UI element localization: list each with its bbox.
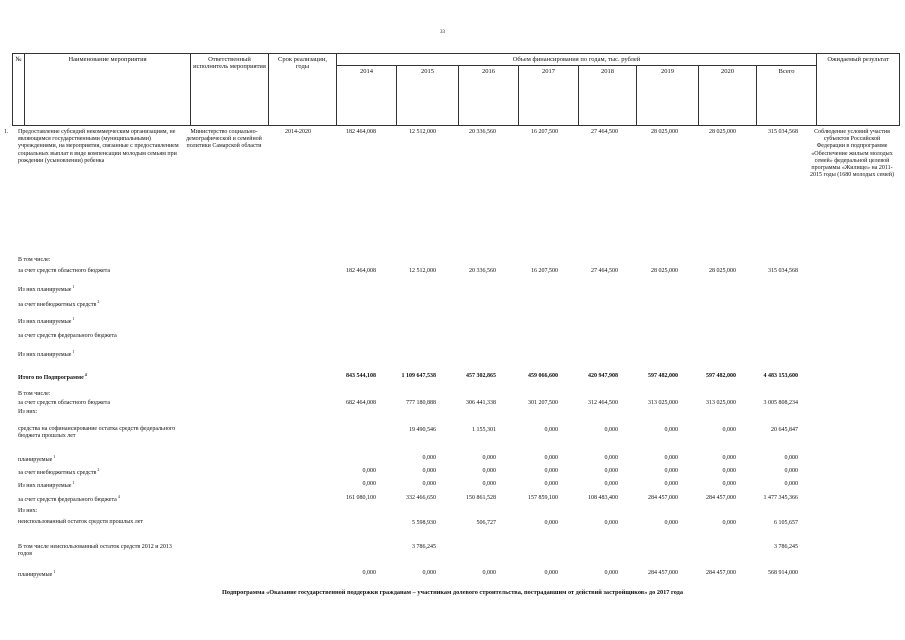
header-table [12,53,900,126]
value-cell: 0,000 [722,481,736,487]
value-cell: 420 947,908 [588,373,618,379]
value-cell: 0,000 [722,520,736,526]
value-cell: 4 483 153,600 [763,373,798,379]
value-cell: 284 457,000 [706,495,736,501]
footnote-marker: 2 [96,467,100,472]
value-cell: 312 464,500 [588,400,618,406]
footnote-marker: 1 [71,284,75,289]
value-cell: 0,000 [784,455,798,461]
footnote-marker: 1 [52,569,56,574]
value-cell: 0,000 [722,468,736,474]
value-cell: 12 512,000 [409,129,436,135]
value-cell: 313 025,000 [706,400,736,406]
value-cell: 150 861,528 [466,495,496,501]
event-name: Предоставление субсидий некоммерческим организациям, не являющимся государственными (муниципальными) учреждениями, на мероприятия, связанные с предоставлением социальных выплат в виде компенсации молодым семьям при рождении (усыновлении) ребенка [18,129,179,164]
value-cell: 0,000 [544,427,558,433]
value-cell: 0,000 [544,520,558,526]
value-cell: 5 598,930 [412,520,436,526]
row-label: за счет средств федерального бюджета [18,333,117,339]
value-cell: 0,000 [664,481,678,487]
value-cell: 16 207,500 [531,268,558,274]
header-year: 2018 [579,66,637,126]
value-cell: 0,000 [664,427,678,433]
value-cell: 0,000 [362,468,376,474]
row-label: планируемые $^1$ [18,454,56,463]
value-cell: 20 645,847 [771,427,798,433]
value-cell: 0,000 [604,427,618,433]
value-cell: 0,000 [362,481,376,487]
footnote-marker: 1 [52,454,56,459]
value-cell: 157 859,100 [528,495,558,501]
value-cell: 315 034,568 [768,268,798,274]
value-cell: 0,000 [544,455,558,461]
footnote-marker: 2 [96,299,100,304]
value-cell: 0,000 [482,455,496,461]
header-year: 2016 [459,66,519,126]
row-label: Из них планируемые $^1$ [18,480,75,489]
value-cell: 332 466,650 [406,495,436,501]
row-label: за счет средств федерального бюджета $^4$ [18,494,120,503]
value-cell: 0,000 [664,455,678,461]
row-label: планируемые $^1$ [18,569,56,578]
footnote-marker: 1 [71,349,75,354]
row-label: неиспользованный остаток средств прошлых лет [18,519,144,525]
value-cell: 161 080,100 [346,495,376,501]
value-cell: 284 457,000 [706,570,736,576]
footnote-marker: 4 [116,494,120,499]
value-cell: 28 025,000 [651,268,678,274]
value-cell: 284 457,000 [648,570,678,576]
row-label: Итого по Подпрограмме $^4$ [18,372,87,381]
value-cell: 843 544,108 [346,373,376,379]
header-executor: Ответственный исполнитель мероприятия [191,54,269,126]
event-number: 1. [4,129,9,135]
value-cell: 301 207,500 [528,400,558,406]
value-cell: 306 441,338 [466,400,496,406]
page-number: 33 [440,30,445,35]
row-label: средства на софинансирование остатка средств федерального бюджета прошлых лет [18,426,176,440]
row-label: за счет средств областного бюджета [18,400,111,406]
row-label: В том числе неиспользованный остаток средств 2012 и 2013 годов [18,544,172,558]
footer-subprogram-title: Подпрограмма «Оказание государственной поддержки гражданам – участникам долевого строительства, пострадавшим от действий застройщиков» до 2017 года [221,589,684,596]
value-cell: 16 207,500 [531,129,558,135]
value-cell: 0,000 [544,468,558,474]
row-label: за счет средств областного бюджета [18,268,111,274]
value-cell: 28 025,000 [709,268,736,274]
value-cell: 6 105,657 [774,520,798,526]
row-label: Из них планируемые $^1$ [18,284,75,293]
value-cell: 12 512,000 [409,268,436,274]
value-cell: 1 477 345,366 [763,495,798,501]
value-cell: 3 786,245 [412,544,436,550]
row-label: Из них планируемые $^1$ [18,349,75,358]
value-cell: 182 464,008 [346,129,376,135]
value-cell: 568 914,000 [768,570,798,576]
value-cell: 0,000 [604,468,618,474]
row-label: за счет внебюджетных средств $^2$ [18,299,100,308]
value-cell: 597 482,000 [706,373,736,379]
value-cell: 506,727 [476,520,496,526]
value-cell: 0,000 [664,520,678,526]
value-cell: 0,000 [604,520,618,526]
event-executor: Министерство социально-демографической и семейной политики Самарской области [186,129,262,150]
header-year: 2019 [637,66,699,126]
header-year: Всего [757,66,817,126]
row-label: за счет внебюджетных средств $^2$ [18,467,100,476]
header-year: 2020 [699,66,757,126]
value-cell: 459 066,600 [528,373,558,379]
value-cell: 682 464,008 [346,400,376,406]
row-label: В том числе: [18,257,51,263]
header-year: 2017 [519,66,579,126]
value-cell: 0,000 [664,468,678,474]
value-cell: 0,000 [482,570,496,576]
value-cell: 0,000 [422,570,436,576]
value-cell: 0,000 [482,468,496,474]
value-cell: 19 490,546 [409,427,436,433]
row-label: Из них: [18,508,38,514]
footnote-marker: 1 [71,316,75,321]
value-cell: 777 180,888 [406,400,436,406]
header-num: № [13,54,25,126]
value-cell: 457 302,865 [466,373,496,379]
value-cell: 3 005 808,234 [763,400,798,406]
row-label: В том числе: [18,391,51,397]
value-cell: 28 025,000 [651,129,678,135]
value-cell: 27 464,500 [591,268,618,274]
value-cell: 313 025,000 [648,400,678,406]
value-cell: 1 109 647,538 [401,373,436,379]
value-cell: 0,000 [784,468,798,474]
value-cell: 20 336,560 [469,268,496,274]
value-cell: 0,000 [604,455,618,461]
value-cell: 0,000 [362,570,376,576]
event-result: Соблюдение условий участия субъектов Российской Федерации в подпрограмме «Обеспечение жильем молодых семей» федеральной целевой программы «Жилище» на 2011-2015 годы (1680 молодых семей) [810,129,894,179]
value-cell: 1 155,301 [472,427,496,433]
row-label: Из них планируемые $^1$ [18,316,75,325]
header-year: 2014 [337,66,397,126]
value-cell: 20 336,560 [469,129,496,135]
header-financing: Объем финансирования по годам, тыс. рублей [337,54,817,66]
value-cell: 315 034,568 [768,129,798,135]
value-cell: 0,000 [422,481,436,487]
value-cell: 284 457,000 [648,495,678,501]
value-cell: 0,000 [722,427,736,433]
value-cell: 0,000 [544,481,558,487]
header-event: Наименование мероприятия [25,54,191,126]
header-period: Срок реализации, годы [269,54,337,126]
value-cell: 0,000 [604,570,618,576]
footnote-marker: 4 [83,372,87,377]
value-cell: 0,000 [604,481,618,487]
header-year: 2015 [397,66,459,126]
value-cell: 27 464,500 [591,129,618,135]
value-cell: 597 482,000 [648,373,678,379]
value-cell: 0,000 [722,455,736,461]
row-label: Из них: [18,409,38,415]
header-result: Ожидаемый результат [817,54,900,126]
value-cell: 3 786,245 [774,544,798,550]
value-cell: 108 483,400 [588,495,618,501]
value-cell: 28 025,000 [709,129,736,135]
value-cell: 0,000 [784,481,798,487]
value-cell: 0,000 [422,455,436,461]
value-cell: 0,000 [422,468,436,474]
event-period: 2014-2020 [285,129,311,135]
footnote-marker: 1 [71,480,75,485]
value-cell: 0,000 [544,570,558,576]
value-cell: 0,000 [482,481,496,487]
value-cell: 182 464,008 [346,268,376,274]
